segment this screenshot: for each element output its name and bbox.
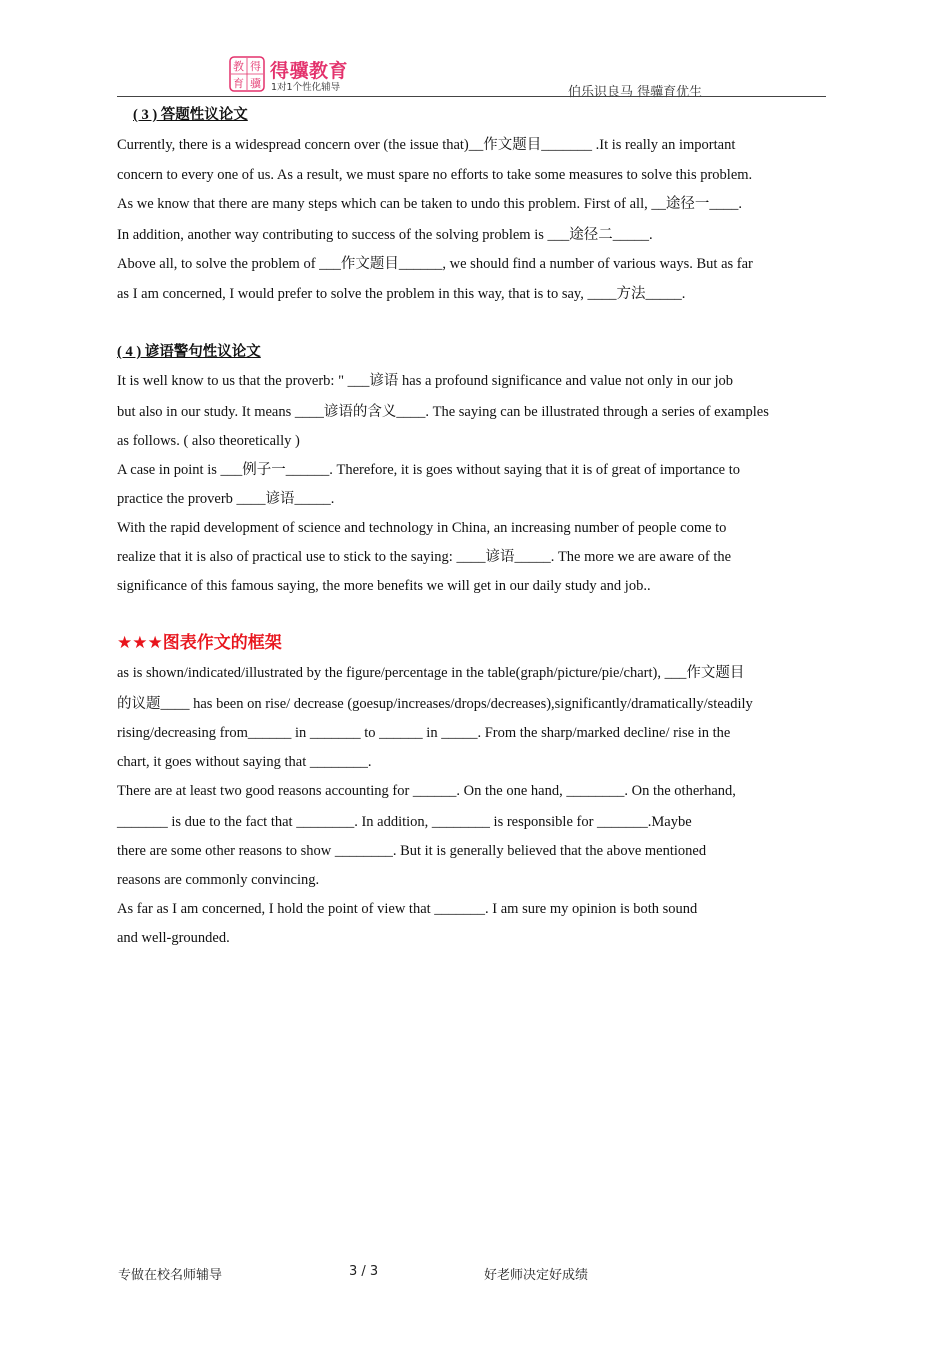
header-motto: 伯乐识良马 得骥育优生 [568, 85, 703, 100]
footer-left: 专做在校名师辅导 [118, 1268, 223, 1283]
brand-seal-icon [229, 56, 265, 92]
chart-essay-line: _______ is due to the fact that ________. In addition, ________ is responsible for _______.Maybe [117, 814, 692, 830]
section-4-line: realize that it is also of practical use to stick to the saying: ____谚语_____. The more we are aware of the [117, 549, 732, 565]
section-3-line: concern to every one of us. As a result, we must spare no efforts to take some measures to solve this problem. [117, 167, 753, 183]
section-4-line: but also in our study. It means ____谚语的含义____. The saying can be illustrated through a series of examples [117, 404, 769, 420]
footer-page-number: 3 / 3 [349, 1264, 379, 1279]
seal-char-4: 骥 [250, 77, 261, 90]
chart-essay-line: there are some other reasons to show ________. But it is generally believed that the above mentioned [117, 843, 707, 859]
brand-subtitle: 1对1个性化辅导 [271, 82, 341, 93]
section-4-line: With the rapid development of science and technology in China, an increasing number of people come to [117, 520, 727, 536]
section-3-heading: ( 3 ) 答题性议论文 [133, 107, 248, 123]
chart-essay-line: chart, it goes without saying that ________. [117, 754, 372, 770]
section-3-line: as I am concerned, I would prefer to solve the problem in this way, that is to say, ____方法_____. [117, 286, 686, 302]
section-3-line: In addition, another way contributing to success of the solving problem is ___途径二_____. [117, 227, 653, 243]
chart-essay-heading: ★★★图表作文的框架 [117, 633, 282, 653]
chart-essay-line: and well-grounded. [117, 930, 230, 946]
seal-char-2: 得 [250, 60, 261, 73]
chart-essay-line: reasons are commonly convincing. [117, 872, 320, 888]
chart-essay-line: 的议题____ has been on rise/ decrease (goesup/increases/drops/decreases),significantly/dramatically/steadily [117, 696, 753, 712]
section-4-line: practice the proverb ____谚语_____. [117, 491, 335, 507]
chart-essay-line: There are at least two good reasons accounting for ______. On the one hand, ________. On the otherhand, [117, 783, 736, 799]
section-4-heading: ( 4 ) 谚语警句性议论文 [117, 344, 261, 360]
section-3-line: Above all, to solve the problem of ___作文题目______, we should find a number of various ways. But as far [117, 256, 753, 272]
header-divider [117, 96, 826, 97]
brand-logo [229, 56, 369, 96]
section-3-line: Currently, there is a widespread concern over (the issue that)__作文题目_______ .It is really an important [117, 137, 736, 153]
footer-right: 好老师决定好成绩 [484, 1268, 589, 1283]
chart-essay-line: rising/decreasing from______ in _______ to ______ in _____. From the sharp/marked decline/ rise in the [117, 725, 731, 741]
chart-essay-line: As far as I am concerned, I hold the point of view that _______. I am sure my opinion is both sound [117, 901, 698, 917]
seal-char-3: 育 [233, 77, 244, 90]
section-4-line: It is well know to us that the proverb: " ___谚语 has a profound significance and value not only in our job [117, 373, 734, 389]
section-3-line: As we know that there are many steps which can be taken to undo this problem. First of all, __途径一____. [117, 196, 742, 212]
brand-title: 得骥教育 [270, 60, 349, 82]
section-4-line: significance of this famous saying, the more benefits we will get in our daily study and job.. [117, 578, 651, 594]
seal-char-1: 教 [233, 60, 244, 73]
section-4-line: A case in point is ___例子一______. Therefore, it is goes without saying that it is of great of importance to [117, 462, 740, 478]
chart-essay-line: as is shown/indicated/illustrated by the figure/percentage in the table(graph/picture/pie/chart), ___作文题目 [117, 665, 745, 681]
section-4-line: as follows. ( also theoretically ) [117, 433, 300, 449]
